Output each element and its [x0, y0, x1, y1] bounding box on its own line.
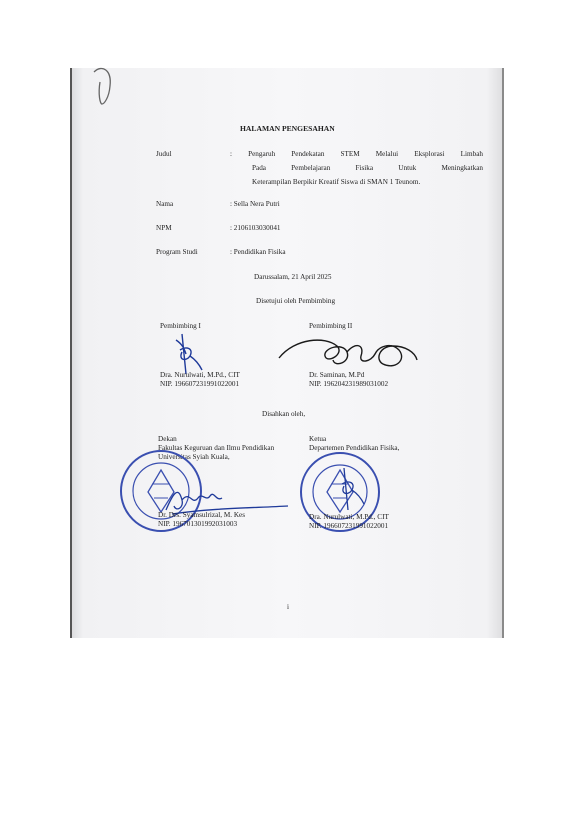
ketua-role: Ketua: [309, 435, 327, 443]
signature-pembimbing2: [275, 332, 425, 372]
pembimbing1-name: Dra. Nurulwati, M.Pd., CIT: [160, 371, 240, 379]
nama-value: : Sella Nera Putri: [230, 200, 280, 208]
pembimbing1-nip: NIP. 196607231991022001: [160, 380, 240, 388]
paper-clip-icon: [92, 64, 132, 108]
document-photo: [70, 68, 504, 638]
signature-ketua: [332, 464, 372, 514]
photo-edge: [502, 68, 504, 638]
npm-label: NPM: [156, 224, 172, 232]
pembimbing1-role: Pembimbing I: [160, 322, 201, 330]
judul-line: : Pengaruh Pendekatan STEM Melalui Eksplorasi Limbah: [230, 150, 483, 158]
place-date: Darussalam, 21 April 2025: [254, 273, 332, 281]
npm-value: : 2106103030041: [230, 224, 281, 232]
prodi-value: : Pendidikan Fisika: [230, 248, 286, 256]
dekan-unit: Universitas Syiah Kuala,: [158, 453, 230, 461]
dekan-nip: NIP. 196701301992031003: [158, 520, 238, 528]
photo-edge: [70, 68, 72, 638]
pembimbing2-role: Pembimbing II: [309, 322, 353, 330]
prodi-label: Program Studi: [156, 248, 198, 256]
pembimbing2-nip: NIP. 196204231989031002: [309, 380, 389, 388]
approval-heading: Disetujui oleh Pembimbing: [256, 297, 336, 305]
dekan-role: Dekan: [158, 435, 177, 443]
dekan-unit: Fakultas Keguruan dan Ilmu Pendidikan: [158, 444, 275, 452]
page-title: HALAMAN PENGESAHAN: [240, 124, 335, 133]
nama-label: Nama: [156, 200, 174, 208]
ketua-unit: Departemen Pendidikan Fisika,: [309, 444, 400, 452]
judul-label: Judul: [156, 150, 172, 158]
pembimbing2-name: Dr. Saminan, M.Pd: [309, 371, 365, 379]
page-number: i: [287, 603, 289, 611]
dekan-name: Dr. Drs. Syamsulrizal, M. Kes: [158, 511, 246, 519]
judul-line: Keterampilan Berpikir Kreatif Siswa di SMAN 1 Teunom.: [252, 178, 421, 186]
judul-line: Pada Pembelajaran Fisika Untuk Meningkatkan: [252, 164, 483, 172]
ketua-nip: NIP. 196607231991022001: [309, 522, 389, 530]
ketua-name: Dra. Nurulwati, M.Pd., CIT: [309, 513, 389, 521]
ratification-heading: Disahkan oleh,: [262, 410, 306, 418]
